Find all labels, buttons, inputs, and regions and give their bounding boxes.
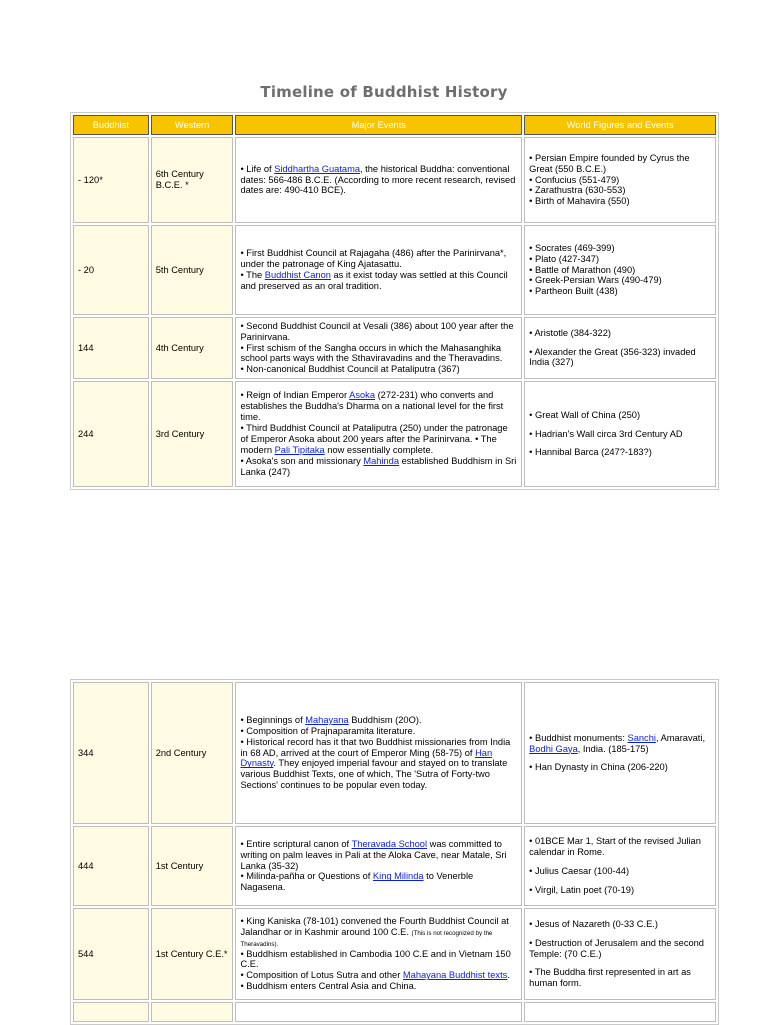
buddhist-year	[73, 1002, 149, 1022]
link-mahinda[interactable]: Mahinda	[363, 455, 399, 466]
world-events-cell: • Great Wall of China (250) • Hadrian's Wall circa 3rd Century AD • Hannibal Barca (247?-183?)	[524, 381, 716, 487]
western-century: 5th Century	[151, 225, 234, 315]
header-western: Western	[151, 115, 234, 135]
world-events-cell: • Persian Empire founded by Cyrus the Great (550 B.C.E.) • Confucius (551-479) • Zarathustra (630-553) • Birth of Mahavira (550)	[524, 137, 716, 223]
major-events-cell: • Life of Siddhartha Guatama, the historical Buddha: conventional dates: 566-486 B.C.E. (According to more recent research, revised dates are: 490-410 BCE).	[235, 137, 522, 223]
timeline-table-continued	[70, 679, 719, 1025]
table-row	[73, 317, 716, 379]
buddhist-year: 144	[73, 317, 149, 379]
link-sanchi[interactable]: Sanchi	[627, 732, 656, 743]
world-events-cell: • Buddhist monuments: Sanchi, Amaravati, Bodhi Gaya, India. (185-175) • Han Dynasty in China (206-220)	[524, 682, 716, 824]
buddhist-year: - 20	[73, 225, 149, 315]
page-title: Timeline of Buddhist History	[260, 83, 508, 101]
major-events-cell: • Second Buddhist Council at Vesali (386) about 100 year after the Parinirvana. • First schism of the Sangha occurs in which the Mahasanghika school parts ways with the Sthaviravadins and the Theravadins. • Non-canonical Buddhist Council at Pataliputra (367)	[235, 317, 522, 379]
major-events-cell: • First Buddhist Council at Rajagaha (486) after the Parinirvana*, under the patronage of King Ajatasattu. • The Buddhist Canon as it exist today was settled at this Council and preserved as an oral tradition.	[235, 225, 522, 315]
western-century: 2nd Century	[151, 682, 234, 824]
world-events-cell: • Jesus of Nazareth (0-33 C.E.) • Destruction of Jerusalem and the second Temple: (70 C.E.) • The Buddha first represented in art as human form.	[524, 908, 716, 1000]
link-king-milinda[interactable]: King Milinda	[372, 871, 424, 882]
major-events-cell: • Beginnings of Mahayana Buddhism (20O). • Composition of Prajnaparamita literature. • Historical record has it that two Buddhist missionaries from India in 68 AD, arrived at the court of Emperor Ming (58-75) of Han Dynasty. They enjoyed imperial favour and stayed on to translate various Buddhist Texts, one of which, The 'Sutra of Forty-two Sections' continues to be popular even today.	[235, 682, 522, 824]
western-century	[151, 1002, 234, 1022]
table-row	[73, 826, 716, 906]
world-events-cell: • 01BCE Mar 1, Start of the revised Julian calendar in Rome. • Julius Caesar (100-44) • Virgil, Latin poet (70-19)	[524, 826, 716, 906]
world-events-cell: • Socrates (469-399) • Plato (427-347) • Battle of Marathon (490) • Greek-Persian Wars (490-479) • Partheon Built (438)	[524, 225, 716, 315]
buddhist-year: - 120*	[73, 137, 149, 223]
buddhist-year: 444	[73, 826, 149, 906]
header-buddhist: Buddhist	[73, 115, 149, 135]
table-row	[73, 682, 716, 824]
major-events-cell: • Entire scriptural canon of Theravada School was committed to writing on palm leaves in Pali at the Aloka Cave, near Matale, Sri Lanka (35-32) • Milinda-pañha or Questions of King Milinda to Venerble Nagasena.	[235, 826, 522, 906]
table-header-row	[73, 115, 716, 135]
timeline-table	[70, 112, 719, 490]
link-theravada-school[interactable]: Theravada School	[351, 838, 428, 849]
link-mahayana[interactable]: Mahayana	[305, 714, 349, 725]
western-century: 1st Century	[151, 826, 234, 906]
world-events-cell	[524, 1002, 716, 1022]
header-major-events: Major Events	[235, 115, 522, 135]
buddhist-year: 244	[73, 381, 149, 487]
western-century: 3rd Century	[151, 381, 234, 487]
link-asoka[interactable]: Asoka	[349, 390, 375, 401]
header-world-figures: World Figures and Events	[524, 115, 716, 135]
buddhist-year: 344	[73, 682, 149, 824]
table-row	[73, 908, 716, 1000]
world-events-cell: • Aristotle (384-322) • Alexander the Great (356-323) invaded India (327)	[524, 317, 716, 379]
table-row	[73, 381, 716, 487]
link-buddhist-canon[interactable]: Buddhist Canon	[264, 270, 331, 280]
table-row	[73, 137, 716, 223]
table-row	[73, 225, 716, 315]
western-century: 4th Century	[151, 317, 234, 379]
link-mahayana-buddhist-texts[interactable]: Mahayana Buddhist texts	[402, 970, 508, 981]
major-events-cell: • Reign of Indian Emperor Asoka (272-231) who converts and establishes the Buddha's Dharma on a national level for the first time. • Third Buddhist Council at Pataliputra (250) under the patronage of Emperor Asoka about 200 years after the Parinirvana. • The modern Pali Tipitaka now essentially complete. • Asoka's son and missionary Mahinda established Buddhism in Sri Lanka (247)	[235, 381, 522, 487]
western-century: 1st Century C.E.*	[151, 908, 234, 1000]
link-pali-tipitaka[interactable]: Pali Tipitaka	[274, 444, 325, 455]
major-events-cell: • King Kaniska (78-101) convened the Fourth Buddhist Council at Jalandhar or in Kashmir around 100 C.E. (This is not recognized by the Theravadins). • Buddhism established in Cambodia 100 C.E and in Vietnam 150 C.E. • Composition of Lotus Sutra and other Mahayana Buddhist texts. • Buddhism enters Central Asia and China.	[235, 908, 522, 1000]
link-siddhartha-guatama[interactable]: Siddhartha Guatama	[274, 163, 361, 174]
footnote-small-text: (This is not recognized by the Theravadins).	[240, 929, 493, 948]
link-han-dynasty[interactable]: Han Dynasty	[240, 747, 493, 769]
western-century: 6th Century B.C.E. *	[151, 137, 234, 223]
buddhist-year: 544	[73, 908, 149, 1000]
major-events-cell	[235, 1002, 522, 1022]
link-bodhi-gaya[interactable]: Bodhi Gaya	[529, 743, 578, 754]
table-row	[73, 1002, 716, 1022]
